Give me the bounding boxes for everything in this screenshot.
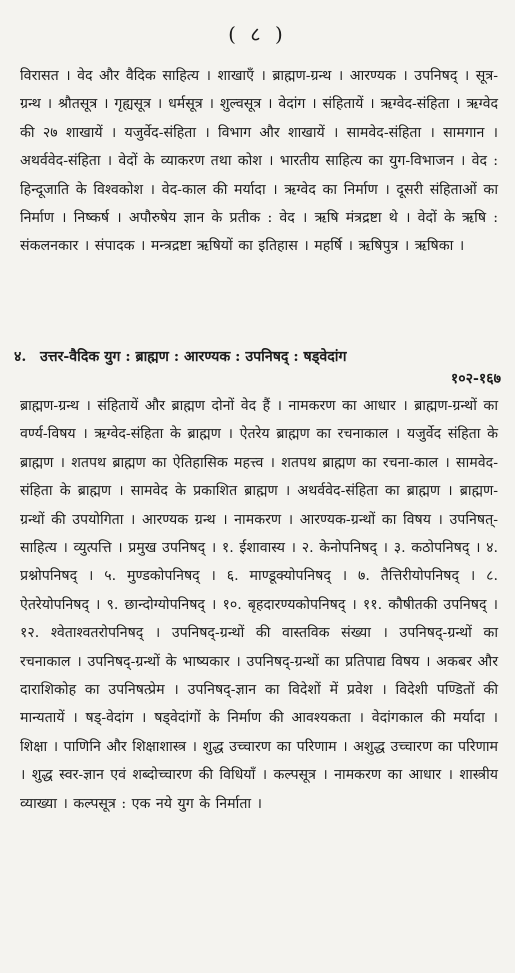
section-heading (14, 346, 500, 368)
contents-paragraph-chapter-4: ब्राह्मण-ग्रन्थ । संहितायें और ब्राह्मण दोनों वेद हैं । नामकरण का आधार । ब्राह्मण-ग्रन्थों का वर्ण्य-विषय । ऋग्वेद-संहिता के ब्राह्मण । ऐतरेय ब्राह्मण का रचनाकाल । यजुर्वेद संहिता के ब्राह्मण । शतपथ ब्राह्मण का ऐतिहासिक महत्त्व । शतपथ ब्राह्मण का रचना-काल । सामवेद-संहिता के ब्राह्मण । सामवेद के प्रकाशित ब्राह्मण । अथर्ववेद-संहिता का ब्राह्मण । ब्राह्मण-ग्रन्थों की उपयोगिता । आरण्यक ग्रन्थ । नामकरण । आरण्यक-ग्रन्थों का विषय । उपनिषत्-साहित्य । व्युत्पत्ति । प्रमुख उपनिषद् । १. ईशावास्य । २. केनोपनिषद् । ३. कठोपनिषद् । ४. प्रश्नोपनिषद् । ५. मुण्डकोपनिषद् । ६. माण्डूक्योपनिषद् । ७. तैत्तिरीयोपनिषद् । ८. ऐतरेयोपनिषद् । ९. छान्दोग्योपनिषद् । १०. बृहदारण्यकोपनिषद् । ११. कौषीतकी उपनिषद् । १२. श्वेताश्वतरोपनिषद् । उपनिषद्-ग्रन्थों की वास्तविक संख्या । उपनिषद्-ग्रन्थों का रचनाकाल । उपनिषद्-ग्रन्थों के भाष्यकार । उपनिषद्-ग्रन्थों का प्रतिपाद्य विषय । अकबर और दाराशिकोह का उपनिषत्प्रेम । उपनिषद्-ज्ञान का विदेशों में प्रवेश । विदेशी पण्डितों की मान्यतायें । षड्-वेदांग । षड्वेदांगों के निर्माण की आवश्यकता । वेदांगकाल की मर्यादा । शिक्षा । पाणिनि और शिक्षाशास्त्र । शुद्ध उच्चारण का परिणाम । अशुद्ध उच्चारण का परिणाम । शुद्ध स्वर-ज्ञान एवं शब्दोच्चारण की विधियाँ । कल्पसूत्र । नामकरण का आधार । शास्त्रीय व्याख्या । कल्पसूत्र : एक नये युग के निर्माता । (20, 398, 498, 812)
section-title: उत्तर-वैदिक युग : ब्राह्मण : आरण्यक : उपनिषद् : षड्वेदांग (40, 349, 347, 365)
page-number: ( ८ ) (228, 22, 287, 46)
contents-paragraph-chapter-3: विरासत । वेद और वैदिक साहित्य । शाखाएँ । ब्राह्मण-ग्रन्थ । आरण्यक । उपनिषद् । सूत्र-ग्रन्थ । श्रौतसूत्र । गृह्यसूत्र । धर्मसूत्र । शुल्वसूत्र । वेदांग । संहितायें । ऋग्वेद-संहिता । ऋग्वेद की २७ शाखायें । यजुर्वेद-संहिता । विभाग और शाखायें । सामवेद-संहिता । सामगान । अथर्ववेद-संहिता । वेदों के व्याकरण तथा कोश । भारतीय साहित्य का युग-विभाजन । वेद : हिन्दूजाति के विश्वकोश । वेद-काल की मर्यादा । ऋग्वेद का निर्माण । दूसरी संहिताओं का निर्माण । निष्कर्ष । अपौरुषेय ज्ञान के प्रतीक : वेद । ऋषि मंत्रद्रष्टा थे । वेदों के ऋषि : संकलनकार । संपादक । मन्त्रद्रष्टा ऋषियों का इतिहास । महर्षि । ऋषिपुत्र । ऋषिका । (20, 68, 498, 255)
section-number: ४. (14, 349, 27, 365)
section-page-range: १०२-१६७ (450, 371, 501, 387)
